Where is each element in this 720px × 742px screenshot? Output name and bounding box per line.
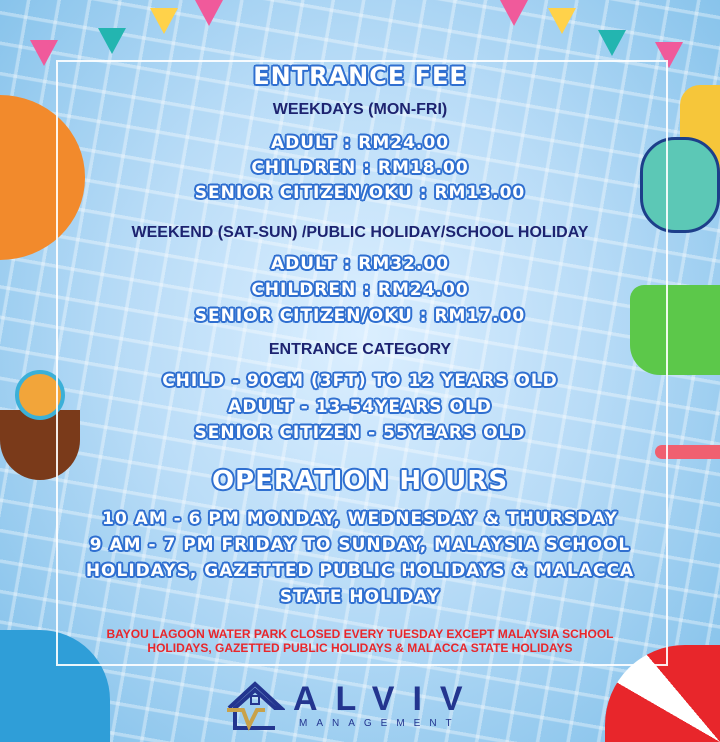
weekday-senior-fee: SENIOR CITIZEN/OKU : RM13.00 <box>194 183 526 203</box>
alviv-logo <box>225 680 515 732</box>
weekdays-heading: WEEKDAYS (MON-FRI) <box>272 101 448 118</box>
closure-notice: BAYOU LAGOON WATER PARK CLOSED EVERY TUESDAY EXCEPT MALAYSIA SCHOOL <box>106 627 614 641</box>
weekend-adult-fee: ADULT : RM32.00 <box>270 254 450 274</box>
hours-line: HOLIDAYS, GAZETTED PUBLIC HOLIDAYS & MALACCA <box>85 561 635 581</box>
logo-subtitle: MANAGEMENT <box>299 718 461 729</box>
operation-hours-title: OPERATION HOURS <box>211 466 509 496</box>
weekend-children-fee: CHILDREN : RM24.00 <box>251 280 469 300</box>
weekend-senior-fee: SENIOR CITIZEN/OKU : RM17.00 <box>194 306 526 326</box>
hours-line: STATE HOLIDAY <box>279 587 441 607</box>
weekday-adult-fee: ADULT : RM24.00 <box>270 133 450 153</box>
weekday-children-fee: CHILDREN : RM18.00 <box>251 158 469 178</box>
hours-line: 9 AM - 7 PM FRIDAY TO SUNDAY, MALAYSIA SCHOOL <box>89 535 631 555</box>
house-logo-icon <box>225 680 285 732</box>
entrance-category-heading: ENTRANCE CATEGORY <box>268 341 452 358</box>
logo-name: ALVIV <box>293 680 481 718</box>
category-adult: ADULT - 13-54YEARS OLD <box>228 397 492 417</box>
category-child: CHILD - 90CM (3FT) TO 12 YEARS OLD <box>162 371 558 391</box>
category-senior: SENIOR CITIZEN - 55YEARS OLD <box>194 423 526 443</box>
entrance-fee-title: ENTRANCE FEE <box>253 62 467 90</box>
closure-notice: HOLIDAYS, GAZETTED PUBLIC HOLIDAYS & MALACCA STATE HOLIDAYS <box>147 641 573 655</box>
hours-line: 10 AM - 6 PM MONDAY, WEDNESDAY & THURSDAY <box>102 509 618 529</box>
weekend-heading: WEEKEND (SAT-SUN) /PUBLIC HOLIDAY/SCHOOL HOLIDAY <box>131 224 589 241</box>
